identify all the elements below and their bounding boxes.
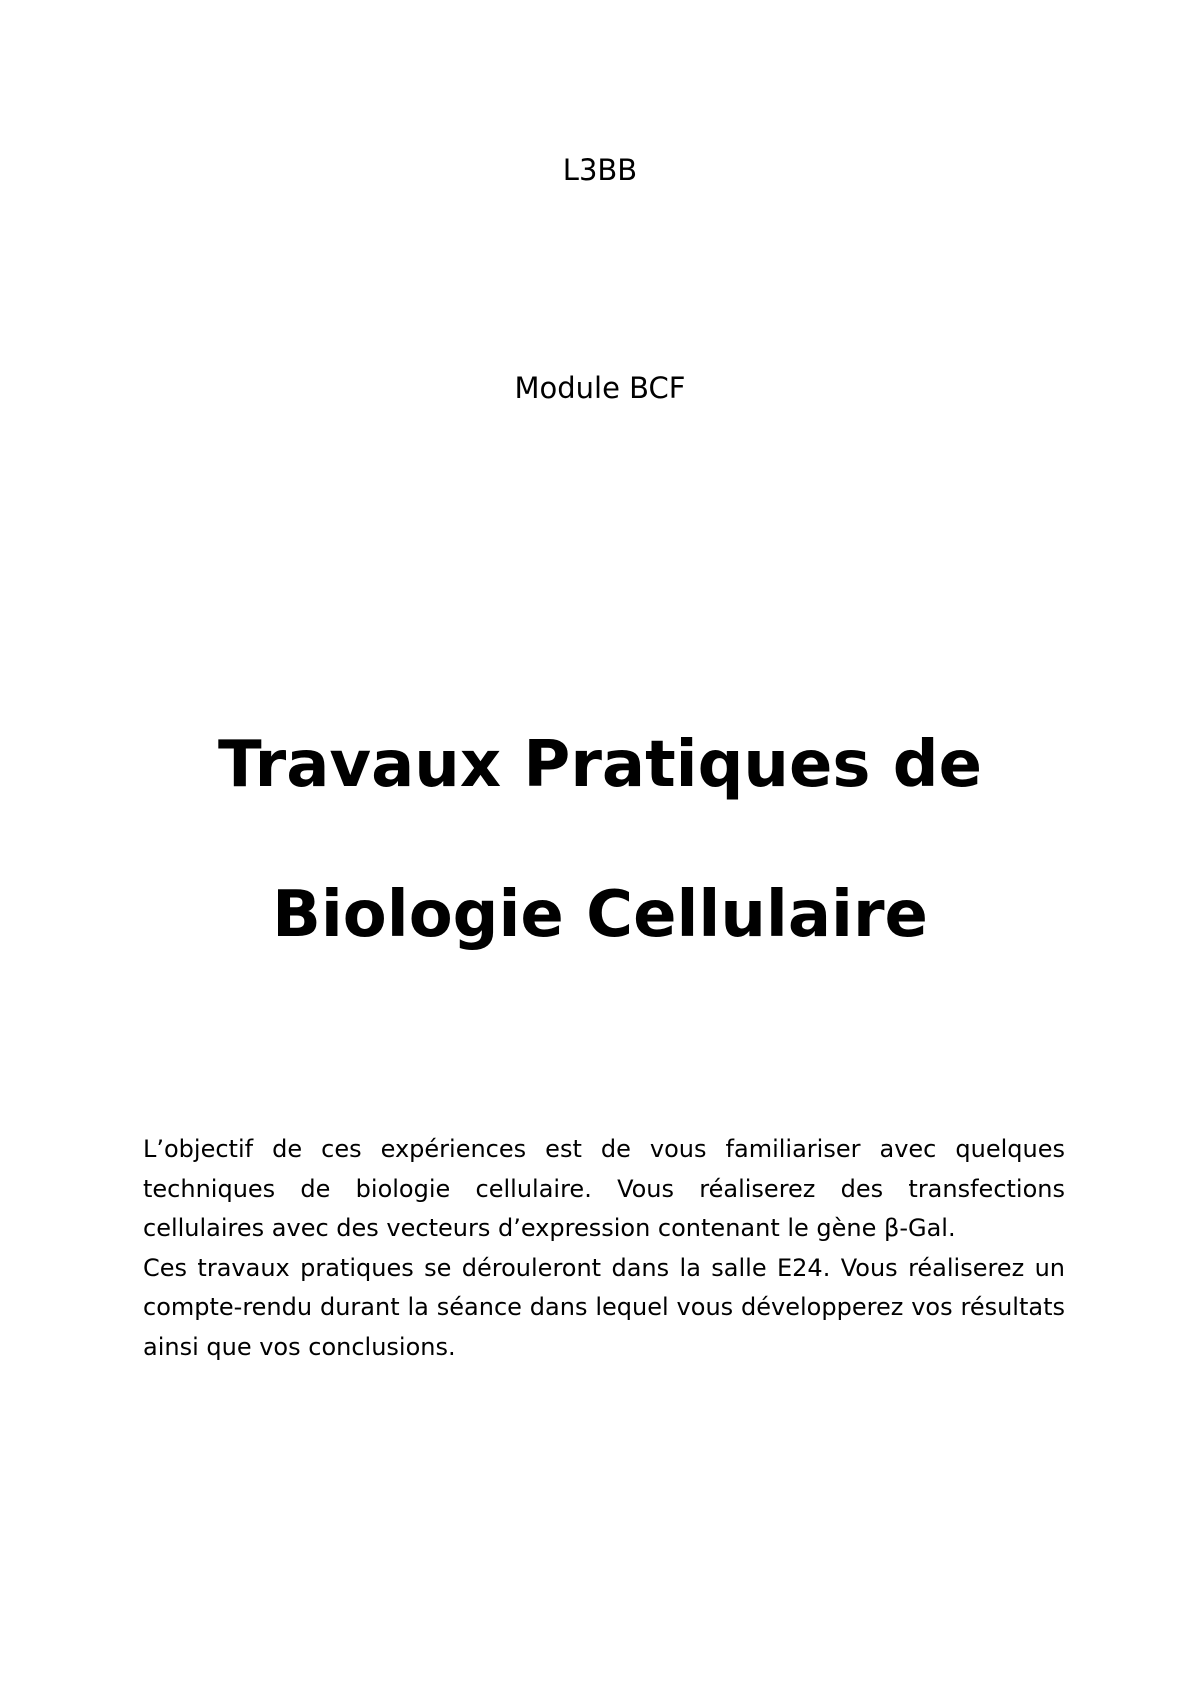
module-name: Module BCF — [514, 371, 686, 405]
intro-text — [143, 1130, 1065, 1367]
title-line-1: Travaux Pratiques de — [218, 728, 982, 802]
title-line-2: Biologie Cellulaire — [272, 878, 928, 952]
intro-paragraph-2: Ces travaux pratiques se dérouleront dans la salle E24. Vous réaliserez un compte-rendu durant la séance dans lequel vous développerez vos résultats ainsi que vos conclusions. — [143, 1253, 1065, 1361]
intro-paragraph-1: L’objectif de ces expériences est de vous familiariser avec quelques techniques de biologie cellulaire. Vous réaliserez des transfections cellulaires avec des vecteurs d’expression contenant le gène β-Gal. — [143, 1135, 1065, 1242]
page-title — [0, 690, 1200, 990]
course-level: L3BB — [562, 153, 638, 187]
